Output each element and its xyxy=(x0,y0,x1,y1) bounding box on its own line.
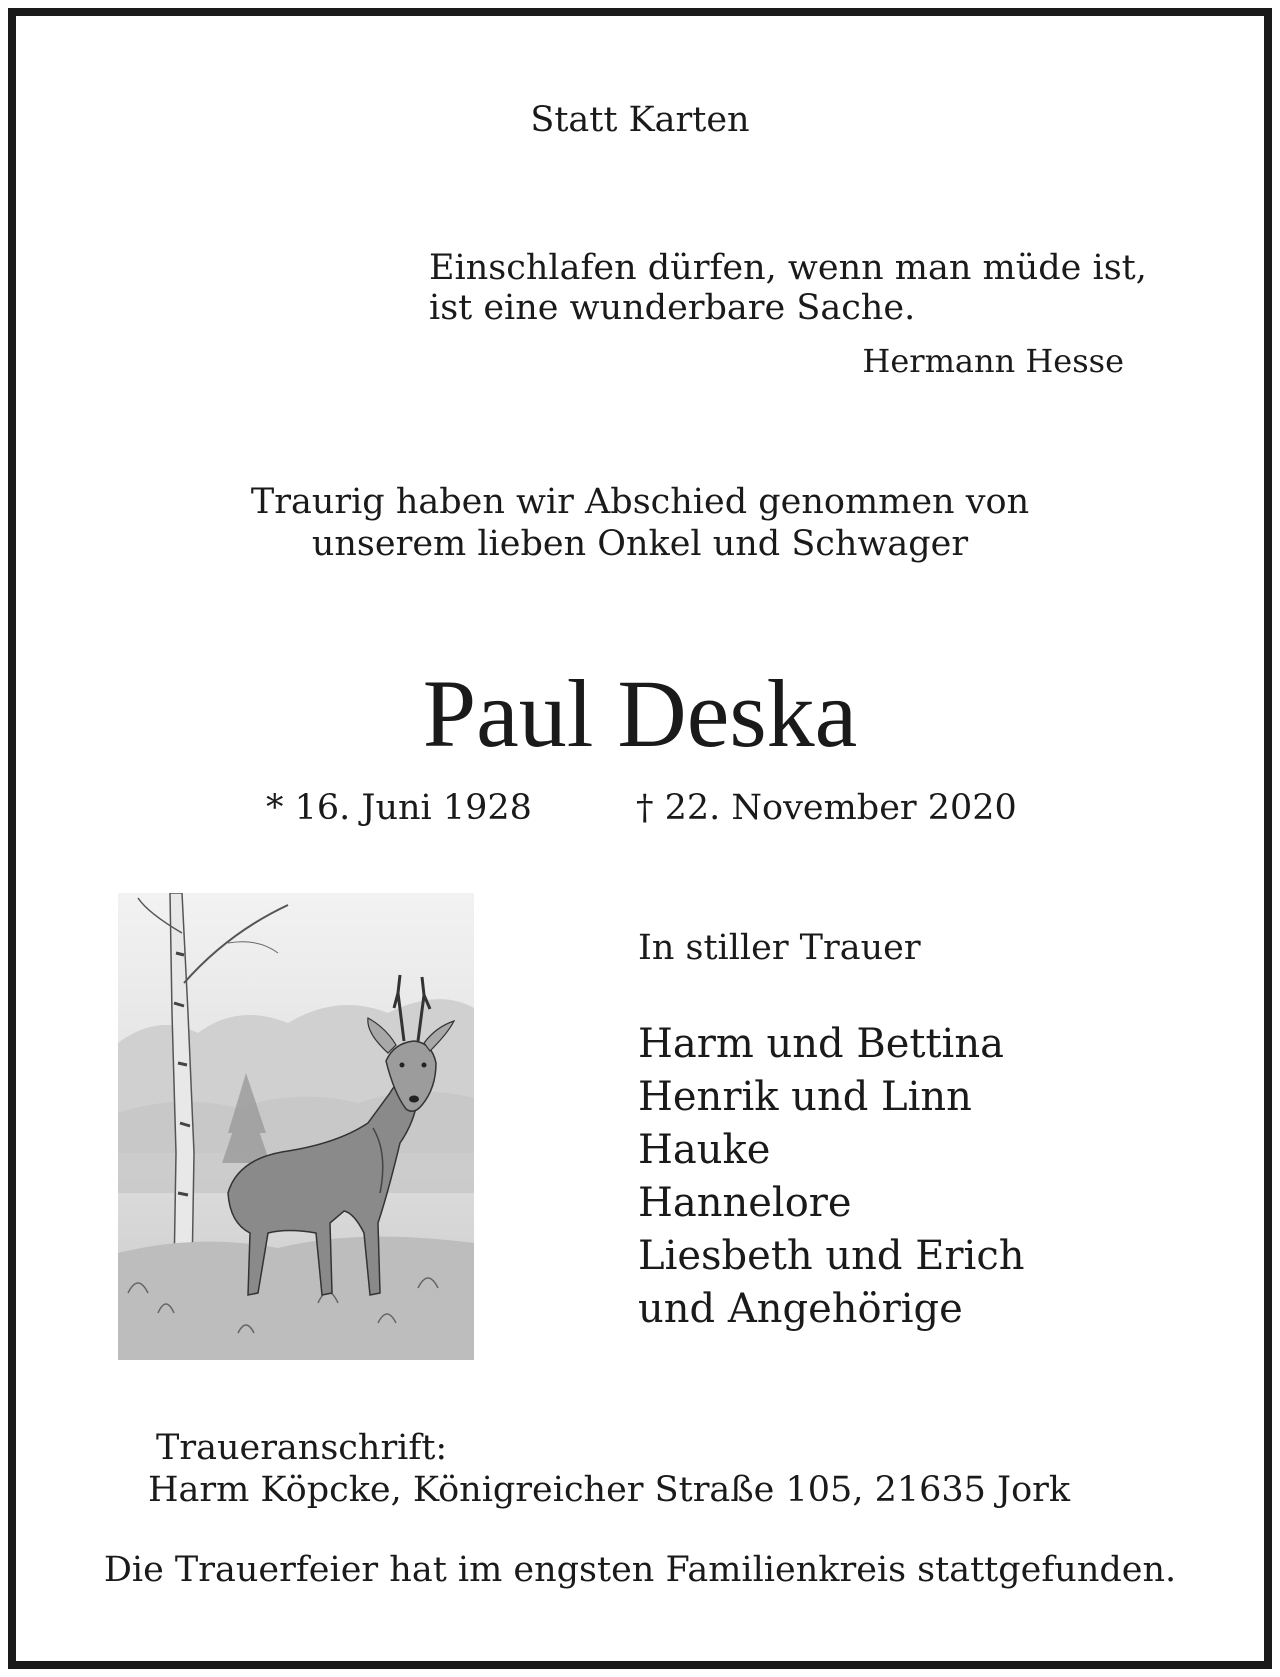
intro-text xyxy=(16,481,1264,565)
roe-deer-illustration xyxy=(118,893,474,1360)
mourner-name: Hauke xyxy=(638,1127,771,1173)
mourner-list xyxy=(638,1018,1025,1336)
mourner-name: Harm und Bettina xyxy=(638,1021,1004,1067)
death-date: † 22. November 2020 xyxy=(636,788,1017,828)
statt-karten-text: Statt Karten xyxy=(530,100,750,140)
mourner-name: Liesbeth und Erich xyxy=(638,1233,1025,1279)
intro-line-2: unserem lieben Onkel und Schwager xyxy=(311,524,969,564)
quote xyxy=(429,248,1147,328)
birth-date: * 16. Juni 1928 xyxy=(266,788,532,828)
mourner-name: und Angehörige xyxy=(638,1286,963,1332)
address-text: Harm Köpcke, Königreicher Straße 105, 21635 Jork xyxy=(148,1470,1071,1510)
deceased-name: Paul Deska xyxy=(422,660,858,767)
address-label: Traueranschrift: xyxy=(156,1428,448,1468)
quote-line-2: ist eine wunderbare Sache. xyxy=(429,288,916,328)
intro-line-1: Traurig haben wir Abschied genommen von xyxy=(250,482,1030,522)
obituary-frame xyxy=(8,8,1272,1669)
mourning-heading: In stiller Trauer xyxy=(638,928,921,968)
mourner-name: Hannelore xyxy=(638,1180,852,1226)
quote-author: Hermann Hesse xyxy=(862,342,1124,380)
mourner-name: Henrik und Linn xyxy=(638,1074,972,1120)
quote-line-1: Einschlafen dürfen, wenn man müde ist, xyxy=(429,248,1147,288)
closing-text: Die Trauerfeier hat im engsten Familienkreis stattgefunden. xyxy=(103,1550,1177,1590)
